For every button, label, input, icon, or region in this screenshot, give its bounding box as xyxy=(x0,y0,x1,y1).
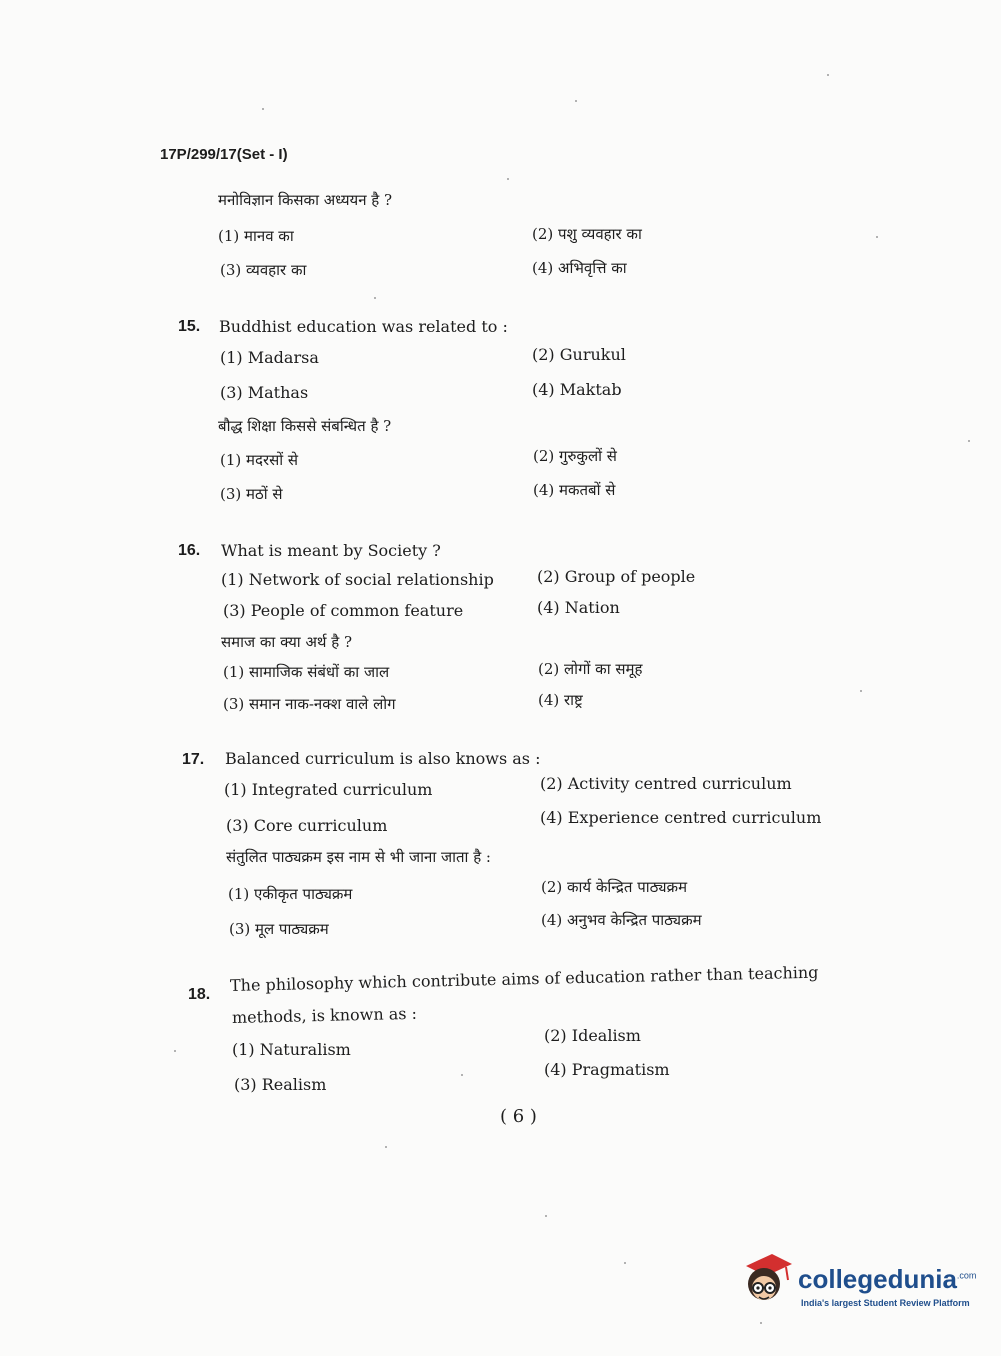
q16-hindi-option-2: (2) लोगों का समूह xyxy=(538,660,643,678)
q16-hindi-option-1: (1) सामाजिक संबंधों का जाल xyxy=(223,663,390,681)
q15-hindi-option-4: (4) मकतबों से xyxy=(533,481,616,499)
q15-hindi-option-3: (3) मठों से xyxy=(220,485,283,503)
scan-speck xyxy=(262,108,264,110)
scan-speck xyxy=(545,1215,547,1217)
q15-hindi-option-1: (1) मदरसों से xyxy=(220,451,299,469)
q18-question-line1: The philosophy which contribute aims of education rather than teaching xyxy=(229,962,819,995)
q14-hindi-option-1: (1) मानव का xyxy=(218,227,294,245)
q17-hindi-option-4: (4) अनुभव केन्द्रित पाठ्यक्रम xyxy=(541,911,702,929)
q16-number: 16. xyxy=(178,542,201,559)
q17-hindi-option-3: (3) मूल पाठ्यक्रम xyxy=(229,920,329,938)
q15-option-4: (4) Maktab xyxy=(532,380,622,399)
scan-speck xyxy=(876,236,878,238)
q15-option-2: (2) Gurukul xyxy=(532,345,626,364)
scan-speck xyxy=(575,100,577,102)
paper-code: 17P/299/17(Set - I) xyxy=(160,146,288,163)
q15-hindi-option-2: (2) गुरुकुलों से xyxy=(533,447,617,465)
q15-option-3: (3) Mathas xyxy=(220,383,309,402)
q18-number: 18. xyxy=(188,986,211,1003)
q14-hindi-option-3: (3) व्यवहार का xyxy=(220,261,307,279)
watermark-brand-name: collegedunia xyxy=(798,1264,957,1294)
q17-option-3: (3) Core curriculum xyxy=(226,816,388,835)
q17-hindi-option-1: (1) एकीकृत पाठ्यक्रम xyxy=(228,885,353,903)
q16-option-2: (2) Group of people xyxy=(537,567,696,586)
q17-option-4: (4) Experience centred curriculum xyxy=(540,808,822,827)
scan-speck xyxy=(507,178,509,180)
q18-question-line2: methods, is known as : xyxy=(231,1003,418,1027)
collegedunia-mascot-icon xyxy=(742,1252,792,1308)
q17-option-2: (2) Activity centred curriculum xyxy=(540,774,792,793)
q18-option-1: (1) Naturalism xyxy=(232,1040,351,1059)
watermark-brand xyxy=(798,1264,976,1295)
q18-option-4: (4) Pragmatism xyxy=(544,1060,670,1079)
q17-number: 17. xyxy=(182,751,205,768)
q16-option-1: (1) Network of social relationship xyxy=(221,570,494,589)
q17-question: Balanced curriculum is also knows as : xyxy=(225,749,541,768)
q16-hindi-option-3: (3) समान नाक-नक्श वाले लोग xyxy=(223,695,396,713)
q14-hindi-option-4: (4) अभिवृत्ति का xyxy=(532,259,627,277)
q16-option-4: (4) Nation xyxy=(537,598,620,617)
q18-option-2: (2) Idealism xyxy=(544,1026,641,1045)
scan-speck xyxy=(760,1322,762,1324)
watermark-brand-suffix: .com xyxy=(956,1270,977,1281)
scan-speck xyxy=(385,1146,387,1148)
scan-speck xyxy=(968,440,970,442)
q15-question: Buddhist education was related to : xyxy=(219,317,508,336)
watermark-tagline: India's largest Student Review Platform xyxy=(801,1298,970,1308)
q15-hindi-question: बौद्ध शिक्षा किससे संबन्धित है ? xyxy=(218,417,392,435)
page-number: ( 6 ) xyxy=(500,1106,537,1127)
scan-speck xyxy=(374,297,376,299)
scan-speck xyxy=(624,1262,626,1264)
q16-hindi-option-4: (4) राष्ट्र xyxy=(538,691,583,709)
q16-hindi-question: समाज का क्या अर्थ है ? xyxy=(221,633,353,651)
q17-option-1: (1) Integrated curriculum xyxy=(224,780,433,799)
q17-hindi-question: संतुलित पाठ्यक्रम इस नाम से भी जाना जाता है : xyxy=(226,848,491,866)
q18-option-3: (3) Realism xyxy=(234,1075,327,1094)
q16-question: What is meant by Society ? xyxy=(221,541,441,560)
q14-hindi-option-2: (2) पशु व्यवहार का xyxy=(532,225,642,243)
scan-speck xyxy=(174,1050,176,1052)
q15-option-1: (1) Madarsa xyxy=(220,348,319,367)
scan-speck xyxy=(827,74,829,76)
q14-hindi-question: मनोविज्ञान किसका अध्ययन है ? xyxy=(218,191,393,209)
q17-hindi-option-2: (2) कार्य केन्द्रित पाठ्यक्रम xyxy=(541,878,688,896)
q16-option-3: (3) People of common feature xyxy=(223,601,464,620)
q15-number: 15. xyxy=(178,318,201,335)
scan-speck xyxy=(461,1074,463,1076)
scan-speck xyxy=(860,690,862,692)
